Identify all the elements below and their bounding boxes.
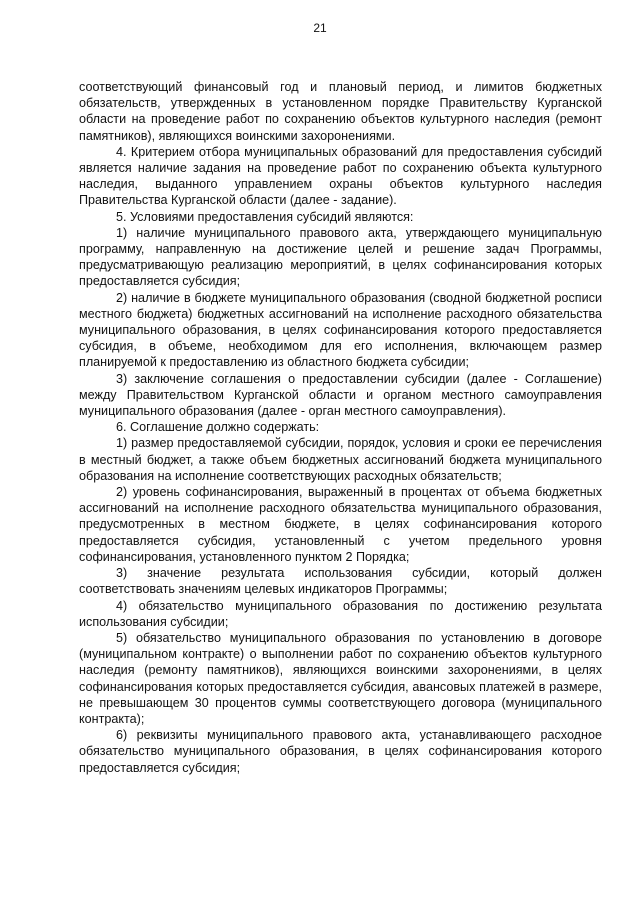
paragraph-selection-criterion: 4. Критерием отбора муниципальных образований для предоставления субсидий является наличие задания на проведение работ по сохранению объекта культурного наследия, выданного управлением охраны объектов культурного наследия Правительства Курганской области (далее - задание). — [79, 144, 602, 208]
paragraph-agreement-item-6: 6) реквизиты муниципального правового акта, устанавливающего расходное обязательство муниципального образования, в целях софинансирования которого предоставляется субсидия; — [79, 728, 602, 775]
paragraph-conditions-heading: 5. Условиями предоставления субсидий являются: — [116, 209, 414, 224]
paragraph-agreement-item-3: 3) значение результата использования субсидии, который должен соответствовать значениям целевых индикаторов Программы; — [79, 566, 602, 597]
paragraph-agreement-item-4: 4) обязательство муниципального образования по достижению результата использования субсидии; — [79, 598, 602, 629]
paragraph-condition-2: 2) наличие в бюджете муниципального образования (сводной бюджетной росписи местного бюджета) бюджетных ассигнований на исполнение расходного обязательства муниципального образования, в целях софинансирования которого предоставляется субсидия, в объеме, необходимом для его исполнения, включающем размер планируемой к предоставлению из областного бюджета субсидии; — [79, 290, 602, 370]
paragraph-agreement-item-5: 5) обязательство муниципального образования по установлению в договоре (муниципальном контракте) о выполнении работ по сохранению объектов культурного наследия (ремонту памятников), являющихся воинскими захоронениями, в целях софинансирования которых предоставляется субсидия, авансовых платежей в размере, не превышающем 30 процентов суммы соответствующего договора (муниципального контракта); — [79, 630, 602, 726]
paragraph-agreement-item-1: 1) размер предоставляемой субсидии, порядок, условия и сроки ее перечисления в местный бюджет, а также объем бюджетных ассигнований бюджета муниципального образования на исполнение соответствующих расходных обязательств; — [79, 436, 602, 483]
paragraph-agreement-heading: 6. Соглашение должно содержать: — [116, 420, 320, 435]
paragraph-condition-3: 3) заключение соглашения о предоставлении субсидии (далее - Соглашение) между Правительством Курганской области и органом местного самоуправления муниципального образования (далее - орган местного самоуправления). — [79, 371, 602, 419]
page-number: 21 — [313, 21, 327, 35]
paragraph-agreement-item-2: 2) уровень софинансирования, выраженный в процентах от объема бюджетных ассигнований на исполнение расходного обязательства муниципального образования, предусмотренных в местном бюджете, в целях софинансирования которого предоставляется субсидия, установленный с учетом предельного уровня софинансирования, установленного пунктом 2 Порядка; — [79, 485, 602, 564]
document-body — [79, 79, 602, 776]
paragraph-condition-1: 1) наличие муниципального правового акта, утверждающего муниципальную программу, направленную на достижение целей и решение задач Программы, предусматривающую реализацию мероприятий, в целях софинансирования которых предоставляется субсидия; — [79, 225, 602, 289]
paragraph-budget-obligations: соответствующий финансовый год и плановый период, и лимитов бюджетных обязательств, утвержденных в установленном порядке Правительству Курганской области на проведение работ по сохранению объектов культурного наследия (ремонт памятников), являющихся воинскими захоронениями. — [79, 80, 602, 143]
